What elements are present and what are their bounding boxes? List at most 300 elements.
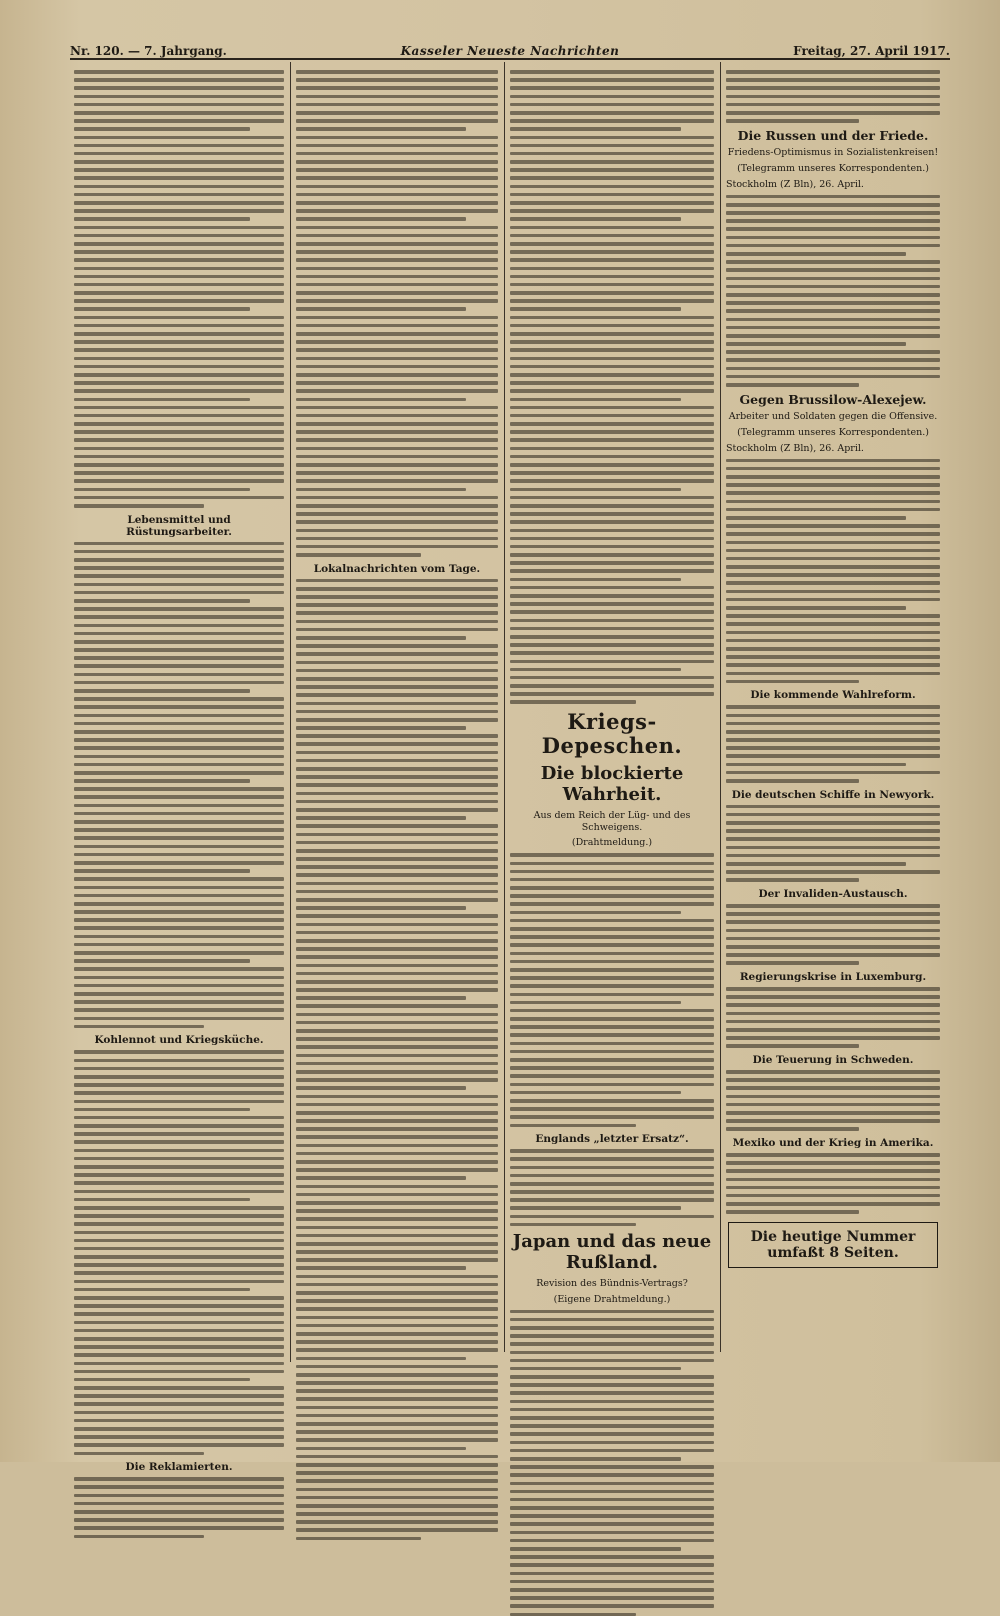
text-line [74, 1083, 284, 1087]
text-line [726, 929, 940, 933]
text-line [726, 730, 940, 734]
text-line [510, 340, 714, 344]
issue-date: Freitag, 27. April 1917. [793, 44, 950, 58]
text-line [296, 447, 498, 451]
text-line [74, 714, 284, 718]
text-line [296, 201, 498, 205]
text-line [510, 1506, 714, 1510]
text-line [510, 1596, 714, 1600]
text-line [296, 947, 498, 951]
article-credit: (Telegramm unseres Korrespondenten.) [726, 163, 940, 175]
text-line [296, 389, 498, 393]
text-line [510, 684, 714, 688]
text-line [726, 524, 940, 528]
text-line [726, 1103, 940, 1107]
text-line [726, 285, 940, 289]
text-line [510, 1223, 636, 1227]
text-line [726, 746, 940, 750]
text-line [510, 919, 714, 923]
text-line [510, 537, 714, 541]
text-line [74, 1050, 284, 1054]
text-line [296, 1455, 498, 1459]
text-line [510, 193, 714, 197]
text-line [510, 853, 714, 857]
text-line [726, 1020, 940, 1024]
text-line [296, 512, 498, 516]
text-line [74, 307, 250, 311]
text-line [74, 168, 284, 172]
text-line [296, 1438, 498, 1442]
text-line [74, 430, 284, 434]
text-line [296, 1266, 466, 1270]
text-line [296, 1193, 498, 1197]
text-line [510, 234, 714, 238]
text-line [74, 291, 284, 295]
text-line [726, 260, 940, 264]
text-line [74, 1181, 284, 1185]
text-line [510, 960, 714, 964]
text-line [510, 1588, 714, 1592]
text-line [296, 964, 498, 968]
text-line [726, 111, 940, 115]
text-line [510, 1604, 714, 1608]
text-line [296, 996, 466, 1000]
text-line [74, 381, 284, 385]
text-line [296, 1095, 498, 1099]
text-line [296, 496, 498, 500]
text-line [726, 565, 940, 569]
text-line [510, 70, 714, 74]
article-heading-england: Englands „letzter Ersatz“. [510, 1133, 714, 1145]
text-line [74, 640, 284, 644]
text-line [510, 103, 714, 107]
text-line [726, 647, 940, 651]
text-line [296, 775, 498, 779]
text-line [296, 718, 498, 722]
text-line [510, 447, 714, 451]
text-line [296, 479, 498, 483]
body-text-block [726, 195, 940, 387]
text-line [296, 906, 466, 910]
text-line [296, 1422, 498, 1426]
text-line [510, 1531, 714, 1535]
text-line [510, 185, 714, 189]
text-line [74, 234, 284, 238]
text-line [74, 1394, 284, 1398]
text-line [296, 537, 498, 541]
text-line [296, 914, 498, 918]
text-line [296, 849, 498, 853]
text-line [726, 195, 940, 199]
text-line [74, 1263, 284, 1267]
text-line [74, 1100, 284, 1104]
text-line [74, 1485, 284, 1489]
text-line [296, 1217, 498, 1221]
article-heading-brussilow: Gegen Brussilow-Alexejew. [726, 393, 940, 407]
text-line [510, 283, 714, 287]
text-line [296, 1152, 498, 1156]
text-line [726, 268, 940, 272]
text-line [74, 894, 284, 898]
text-line [74, 1427, 284, 1431]
text-line [296, 1504, 498, 1508]
text-line [726, 342, 906, 346]
text-line [296, 488, 466, 492]
text-line [74, 1494, 284, 1498]
text-line [296, 1291, 498, 1295]
text-line [726, 945, 940, 949]
text-line [296, 972, 498, 976]
text-line [74, 1477, 284, 1481]
text-line [510, 952, 714, 956]
text-line [510, 307, 681, 311]
text-line [726, 367, 940, 371]
text-line [296, 119, 498, 123]
text-line [74, 583, 284, 587]
text-line [510, 1465, 714, 1469]
text-line [510, 95, 714, 99]
text-line [296, 1209, 498, 1213]
body-text-block [726, 805, 940, 882]
text-line [726, 631, 940, 635]
text-line [726, 937, 940, 941]
text-line [510, 935, 714, 939]
text-line [726, 878, 859, 882]
text-line [726, 754, 940, 758]
text-line [74, 787, 284, 791]
text-line [726, 236, 940, 240]
text-line [510, 136, 714, 140]
text-line [726, 500, 940, 504]
text-line [510, 569, 714, 573]
text-line [296, 1307, 498, 1311]
column-1 [70, 66, 288, 1366]
text-line [74, 935, 284, 939]
text-line [726, 1127, 859, 1131]
text-line [296, 1029, 498, 1033]
text-line [296, 357, 498, 361]
text-line [74, 1149, 284, 1153]
text-line [726, 309, 940, 313]
text-line [74, 1296, 284, 1300]
text-line [510, 373, 714, 377]
text-line [74, 414, 284, 418]
text-line [74, 1288, 250, 1292]
text-line [296, 611, 498, 615]
text-line [296, 217, 466, 221]
text-line [74, 86, 284, 90]
text-line [74, 574, 284, 578]
text-line [74, 1255, 284, 1259]
text-line [74, 316, 284, 320]
article-credit: (Drahtmeldung.) [510, 837, 714, 849]
text-line [296, 767, 498, 771]
text-line [510, 878, 714, 882]
text-line [74, 1165, 284, 1169]
body-text-block [74, 1050, 284, 1455]
text-line [726, 987, 940, 991]
text-line [296, 1086, 466, 1090]
text-line [74, 389, 284, 393]
text-line [296, 824, 498, 828]
text-line [296, 176, 498, 180]
text-line [74, 812, 284, 816]
text-line [510, 152, 714, 156]
text-line [296, 792, 498, 796]
text-line [510, 168, 714, 172]
text-line [726, 705, 940, 709]
text-line [510, 1326, 714, 1330]
text-line [74, 1321, 284, 1325]
text-line [510, 1539, 714, 1543]
article-subheading: Arbeiter und Soldaten gegen die Offensive. [726, 411, 940, 423]
text-line [74, 1091, 284, 1095]
text-line [74, 771, 284, 775]
text-line [296, 1160, 498, 1164]
text-line [74, 111, 284, 115]
text-line [74, 1247, 284, 1251]
text-line [726, 862, 906, 866]
text-line [74, 201, 284, 205]
text-line [296, 209, 498, 213]
text-line [74, 1526, 284, 1530]
text-line [74, 365, 284, 369]
text-line [74, 1132, 284, 1136]
text-line [726, 375, 940, 379]
text-line [726, 904, 940, 908]
text-line [296, 1389, 498, 1393]
text-line [74, 267, 284, 271]
text-line [726, 821, 940, 825]
text-line [296, 316, 498, 320]
text-line [74, 488, 250, 492]
text-line [74, 615, 284, 619]
text-line [510, 610, 714, 614]
text-line [726, 86, 940, 90]
text-line [296, 980, 498, 984]
text-line [726, 1003, 940, 1007]
text-line [296, 111, 498, 115]
text-line [296, 422, 498, 426]
text-line [726, 680, 859, 684]
text-line [726, 581, 940, 585]
text-line [726, 350, 940, 354]
text-line [726, 516, 906, 520]
text-line [510, 1091, 681, 1095]
text-line [510, 209, 714, 213]
text-line [510, 1522, 714, 1526]
text-line [510, 1555, 714, 1559]
text-line [296, 1275, 498, 1279]
text-line [726, 334, 940, 338]
text-line [726, 1178, 940, 1182]
text-line [74, 689, 250, 693]
text-line [74, 463, 284, 467]
text-line [510, 512, 714, 516]
text-line [74, 1140, 284, 1144]
text-line [74, 152, 284, 156]
text-line [510, 365, 714, 369]
text-line [510, 627, 714, 631]
article-heading-wahlreform: Die kommende Wahlreform. [726, 689, 940, 701]
text-line [296, 193, 498, 197]
text-line [74, 1510, 284, 1514]
text-line [510, 700, 636, 704]
text-line [296, 1045, 498, 1049]
text-line [510, 943, 714, 947]
text-line [74, 820, 284, 824]
text-line [726, 614, 940, 618]
text-line [296, 628, 498, 632]
text-line [726, 837, 940, 841]
text-line [74, 119, 284, 123]
text-line [510, 1359, 714, 1363]
text-line [510, 894, 714, 898]
text-line [296, 406, 498, 410]
text-line [296, 816, 466, 820]
text-line [74, 299, 284, 303]
text-line [296, 955, 498, 959]
text-line [296, 1135, 498, 1139]
text-line [296, 685, 498, 689]
text-line [74, 373, 284, 377]
text-line [74, 1124, 284, 1128]
text-line [510, 1383, 714, 1387]
article-heading-lokalnachrichten: Lokalnachrichten vom Tage. [296, 563, 498, 575]
text-line [296, 414, 498, 418]
text-line [74, 648, 284, 652]
text-line [296, 398, 466, 402]
text-line [74, 283, 284, 287]
text-line [510, 111, 714, 115]
text-line [726, 1202, 940, 1206]
column-rule [290, 62, 291, 1362]
text-line [510, 414, 714, 418]
text-line [74, 869, 250, 873]
text-line [74, 1304, 284, 1308]
text-line [296, 783, 498, 787]
text-line [510, 1009, 714, 1013]
text-line [510, 1166, 714, 1170]
text-line [510, 455, 714, 459]
text-line [296, 1062, 498, 1066]
text-line [510, 127, 681, 131]
text-line [510, 1174, 714, 1178]
text-line [510, 1058, 714, 1062]
text-line [74, 258, 284, 262]
text-line [726, 961, 859, 965]
text-line [296, 1348, 498, 1352]
text-line [74, 332, 284, 336]
text-line [726, 1169, 940, 1173]
text-line [510, 275, 714, 279]
text-line [296, 438, 498, 442]
text-line [296, 841, 498, 845]
text-line [510, 1033, 714, 1037]
text-line [726, 301, 940, 305]
text-line [296, 1037, 498, 1041]
text-line [74, 910, 284, 914]
article-heading-russen-friede: Die Russen und der Friede. [726, 129, 940, 143]
body-text-block [510, 853, 714, 1127]
text-line [296, 652, 498, 656]
text-line [510, 1613, 636, 1616]
text-line [726, 219, 940, 223]
article-subheading: Aus dem Reich der Lüg- und des Schweigens. [510, 810, 714, 834]
text-line [296, 669, 498, 673]
text-line [510, 984, 714, 988]
text-line [296, 1397, 498, 1401]
body-text-block [74, 542, 284, 1029]
text-line [726, 813, 940, 817]
text-line [726, 920, 940, 924]
text-line [726, 714, 940, 718]
article-heading-kohlennot: Kohlennot und Kriegsküche. [74, 1034, 284, 1046]
text-line [510, 1149, 714, 1153]
text-line [296, 620, 498, 624]
text-line [510, 870, 714, 874]
text-line [74, 943, 284, 947]
text-line [296, 299, 498, 303]
text-line [74, 496, 284, 500]
text-line [296, 882, 498, 886]
text-line [726, 293, 940, 297]
article-heading-invaliden: Der Invaliden-Austausch. [726, 888, 940, 900]
text-line [510, 927, 714, 931]
text-line [74, 828, 284, 832]
text-line [74, 471, 284, 475]
body-text-block [510, 1310, 714, 1616]
text-line [296, 127, 466, 131]
text-line [296, 529, 498, 533]
column-3 [506, 66, 718, 1346]
text-line [726, 1161, 940, 1165]
text-line [510, 1408, 714, 1412]
text-line [296, 1054, 498, 1058]
text-line [296, 1176, 466, 1180]
text-line [726, 870, 940, 874]
text-line [74, 1000, 284, 1004]
column-2 [292, 66, 502, 1366]
text-line [726, 78, 940, 82]
text-line [74, 1402, 284, 1406]
text-line [296, 95, 498, 99]
text-line [510, 1083, 714, 1087]
text-line [296, 144, 498, 148]
text-line [74, 193, 284, 197]
text-line [726, 655, 940, 659]
text-line [296, 923, 498, 927]
text-line [74, 1419, 284, 1423]
column-rule [504, 62, 505, 1352]
text-line [74, 455, 284, 459]
text-line [510, 1490, 714, 1494]
text-line [726, 573, 940, 577]
text-line [726, 995, 940, 999]
text-line [74, 1116, 284, 1120]
text-line [726, 912, 940, 916]
text-line [296, 1471, 498, 1475]
text-line [510, 316, 714, 320]
text-line [74, 550, 284, 554]
article-heading-japan: Japan und das neue Rußland. [510, 1232, 714, 1273]
text-line [726, 119, 859, 123]
text-line [74, 357, 284, 361]
body-text-block [726, 705, 940, 782]
text-line [296, 603, 498, 607]
text-line [296, 1406, 498, 1410]
text-line [510, 1416, 714, 1420]
